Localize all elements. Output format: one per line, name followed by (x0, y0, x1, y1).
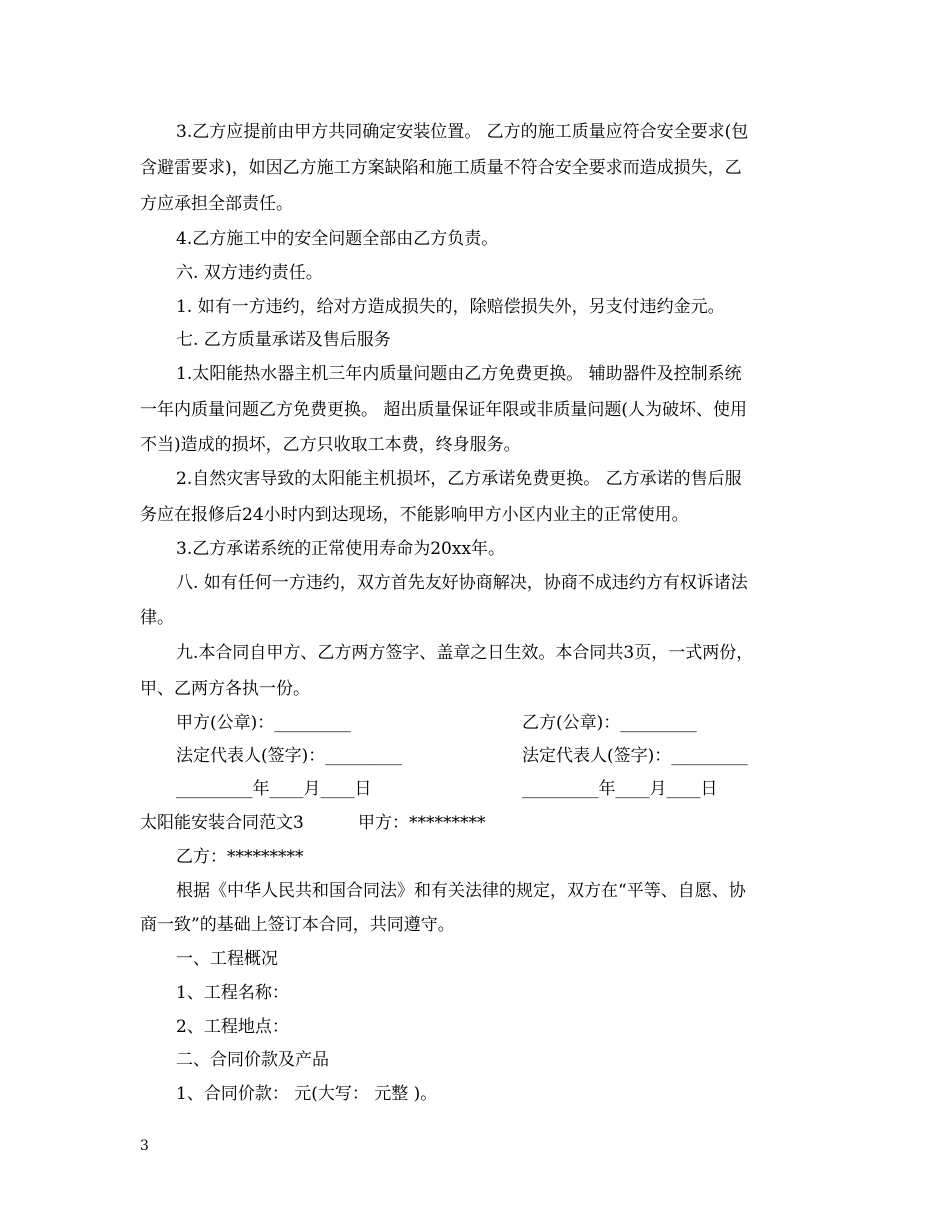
paragraph-line: 根据《中华人民共和国合同法》和有关法律的规定，双方在“平等、自愿、协 (176, 881, 746, 901)
section-heading: 一、工程概况 (176, 949, 278, 969)
paragraph-line: 甲、乙两方各执一份。 (140, 679, 310, 699)
paragraph-line: 3.乙方应提前由甲方共同确定安装位置。 乙方的施工质量应符合安全要求(包 (176, 122, 749, 142)
paragraph-line: 2、工程地点： (176, 1017, 289, 1037)
party-b-representative-field: 法定代表人(签字)：_________ (522, 746, 748, 766)
paragraph-line: 1.太阳能热水器主机三年内质量问题由乙方免费更换。 辅助器件及控制系统 (176, 364, 742, 384)
page-number: 3 (140, 1138, 149, 1154)
paragraph-line: 4.乙方施工中的安全问题全部由乙方负责。 (176, 229, 499, 249)
section-heading: 二、合同价款及产品 (176, 1050, 329, 1070)
paragraph-line: 方应承担全部责任。 (140, 194, 293, 214)
paragraph-line: 含避雷要求)，如因乙方施工方案缺陷和施工质量不符合安全要求而造成损失，乙 (140, 158, 742, 178)
paragraph-line: 商一致”的基础上签订本合同，共同遵守。 (140, 915, 455, 935)
party-b-seal-field: 乙方(公章)：_________ (522, 713, 697, 733)
contract-title: 太阳能安装合同范文3 (140, 813, 304, 833)
paragraph-line: 务应在报修后24小时内到达现场，不能影响甲方小区内业主的正常使用。 (140, 505, 689, 525)
party-a-label: 甲方：********* (358, 813, 486, 833)
section-heading: 七. 乙方质量承诺及售后服务 (176, 330, 391, 350)
party-b-date-field: _________年____月____日 (522, 779, 718, 799)
paragraph-line: 1、合同价款： 元(大写： 元整 )。 (176, 1084, 438, 1104)
paragraph-line: 律。 (140, 608, 174, 628)
section-heading: 六. 双方违约责任。 (176, 263, 323, 283)
paragraph-line: 不当)造成的损坏，乙方只收取工本费，终身服务。 (140, 435, 521, 455)
party-b-label: 乙方：********* (176, 847, 304, 867)
paragraph-line: 2.自然灾害导致的太阳能主机损坏，乙方承诺免费更换。 乙方承诺的售后服 (176, 469, 742, 489)
paragraph-line: 一年内质量问题乙方免费更换。 超出质量保证年限或非质量问题(人为破坏、使用 (140, 400, 748, 420)
party-a-date-field: _________年____月____日 (176, 779, 372, 799)
section-heading: 九.本合同自甲方、乙方两方签字、盖章之日生效。本合同共3页，一式两份， (176, 643, 754, 663)
party-a-seal-field: 甲方(公章)：_________ (176, 713, 351, 733)
paragraph-line: 1. 如有一方违约，给对方造成损失的，除赔偿损失外，另支付违约金元。 (176, 297, 725, 317)
party-a-representative-field: 法定代表人(签字)：_________ (176, 746, 402, 766)
paragraph-line: 3.乙方承诺系统的正常使用寿命为20xx年。 (176, 539, 506, 559)
paragraph-line: 1、工程名称： (176, 983, 289, 1003)
section-heading: 八. 如有任何一方违约，双方首先友好协商解决，协商不成违约方有权诉诸法 (176, 573, 748, 593)
